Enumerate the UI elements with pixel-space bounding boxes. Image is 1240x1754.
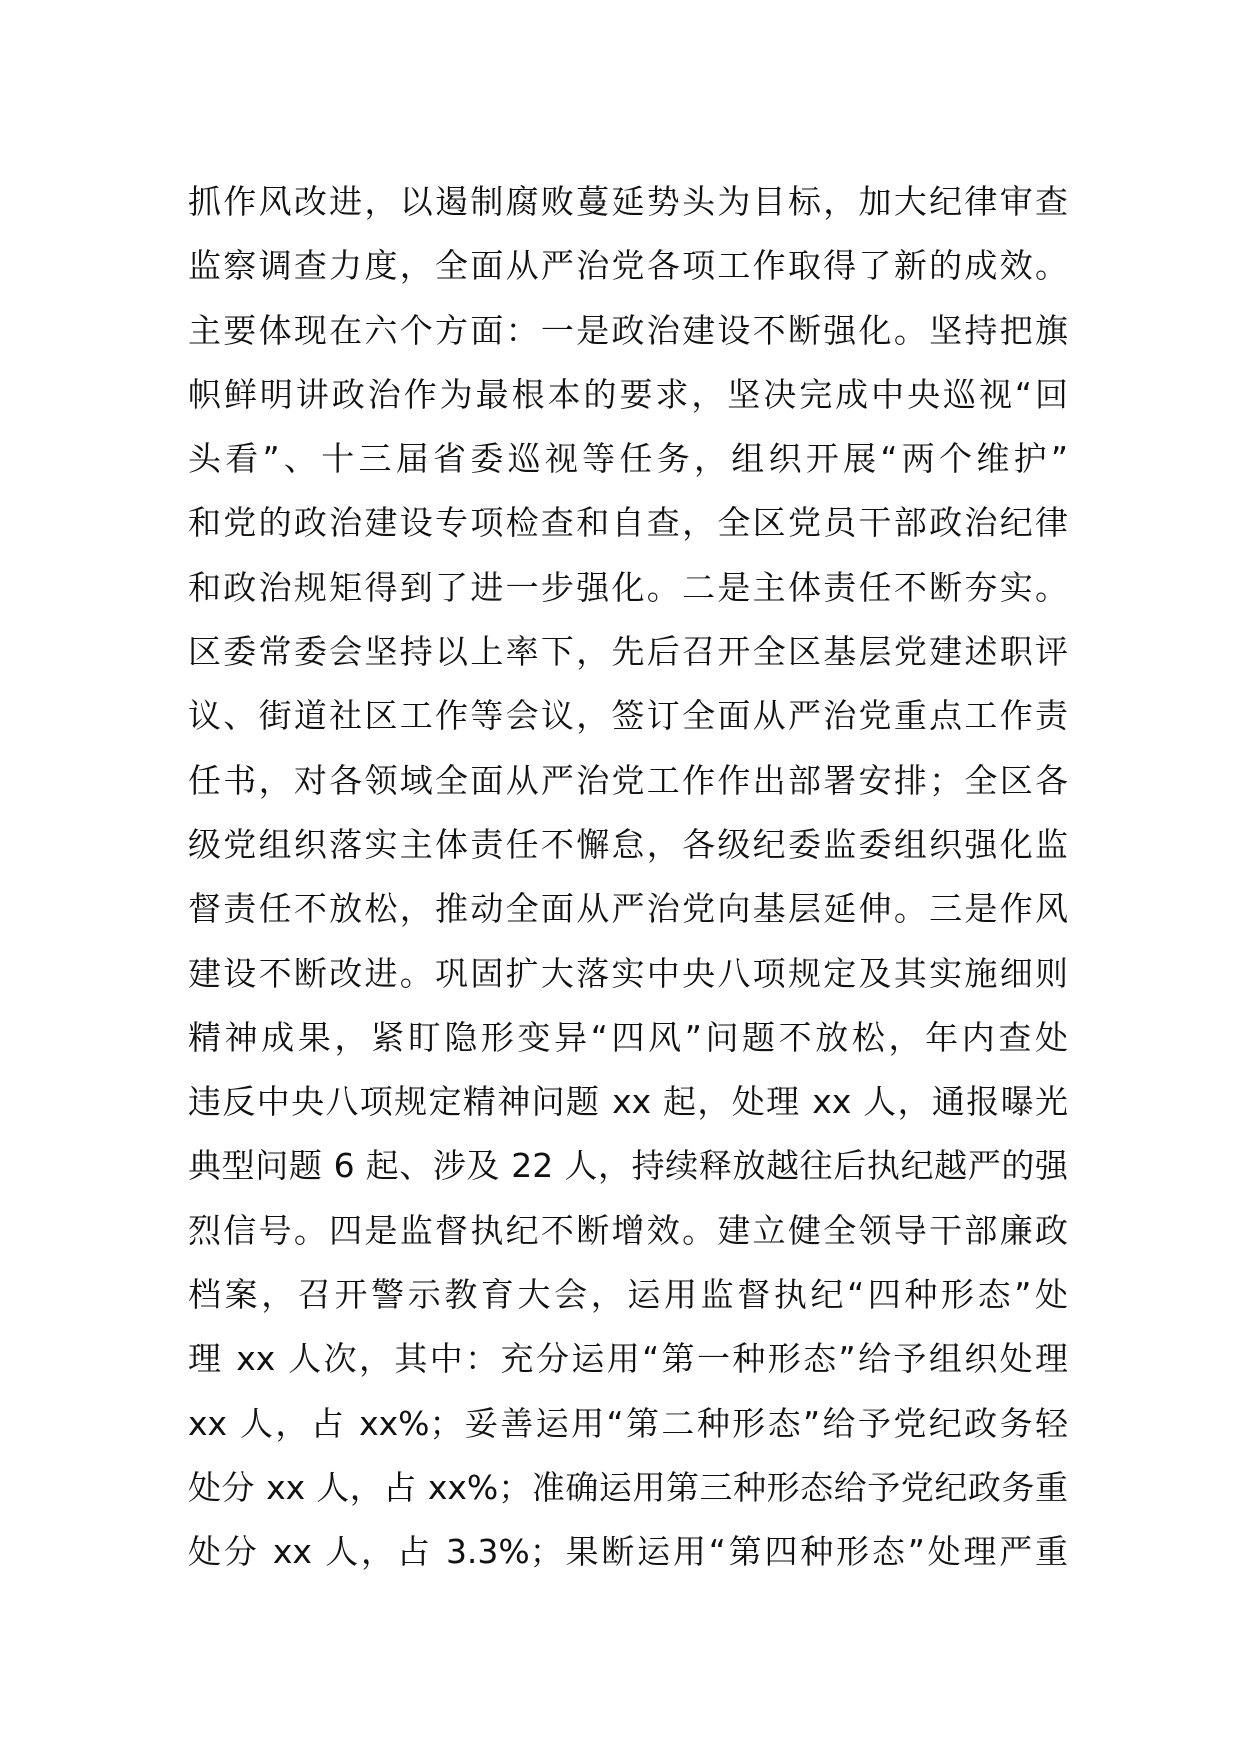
text-line-4: 帜鲜明讲政治作为最根本的要求，坚决完成中央巡视“回: [188, 374, 1068, 414]
text-line-7: 和政治规矩得到了进一步强化。二是主体责任不断夯实。: [188, 567, 1068, 607]
text-line-17: 烈信号。四是监督执纪不断增效。建立健全领导干部廉政: [188, 1210, 1068, 1250]
text-line-22: 处分 xx 人，占 3.3%；果断运用“第四种形态”处理严重: [188, 1532, 1068, 1572]
text-line-6: 和党的政治建设专项检查和自查，全区党员干部政治纪律: [188, 503, 1068, 543]
body-text: [188, 170, 1068, 1585]
text-line-5: 头看”、十三届省委巡视等任务，组织开展“两个维护”: [188, 439, 1068, 479]
text-line-15: 违反中央八项规定精神问题 xx 起，处理 xx 人，通报曝光: [188, 1082, 1068, 1122]
text-line-13: 建设不断改进。巩固扩大落实中央八项规定及其实施细则: [188, 953, 1068, 993]
text-line-1: 抓作风改进，以遏制腐败蔓延势头为目标，加大纪律审查: [188, 182, 1068, 221]
text-line-18: 档案，召开警示教育大会，运用监督执纪“四种形态”处: [188, 1275, 1068, 1315]
text-line-16: 典型问题 6 起、涉及 22 人，持续释放越往后执纪越严的强: [188, 1146, 1068, 1186]
text-line-12: 督责任不放松，推动全面从严治党向基层延伸。三是作风: [188, 889, 1068, 929]
text-line-3: 主要体现在六个方面：一是政治建设不断强化。坚持把旗: [188, 310, 1068, 350]
text-line-8: 区委常委会坚持以上率下，先后召开全区基层党建述职评: [188, 632, 1068, 672]
text-line-19: 理 xx 人次，其中：充分运用“第一种形态”给予组织处理: [188, 1339, 1068, 1379]
text-line-2: 监察调查力度，全面从严治党各项工作取得了新的成效。: [188, 246, 1068, 286]
text-line-11: 级党组织落实主体责任不懈怠，各级纪委监委组织强化监: [188, 824, 1068, 864]
text-line-21: 处分 xx 人，占 xx%；准确运用第三种形态给予党纪政务重: [188, 1467, 1068, 1507]
text-line-14: 精神成果，紧盯隐形变异“四风”问题不放松，年内查处: [188, 1017, 1068, 1057]
text-line-20: xx 人，占 xx%；妥善运用“第二种形态”给予党纪政务轻: [188, 1403, 1068, 1443]
text-line-10: 任书，对各领域全面从严治党工作作出部署安排；全区各: [188, 760, 1068, 800]
text-line-9: 议、街道社区工作等会议，签订全面从严治党重点工作责: [188, 696, 1068, 736]
